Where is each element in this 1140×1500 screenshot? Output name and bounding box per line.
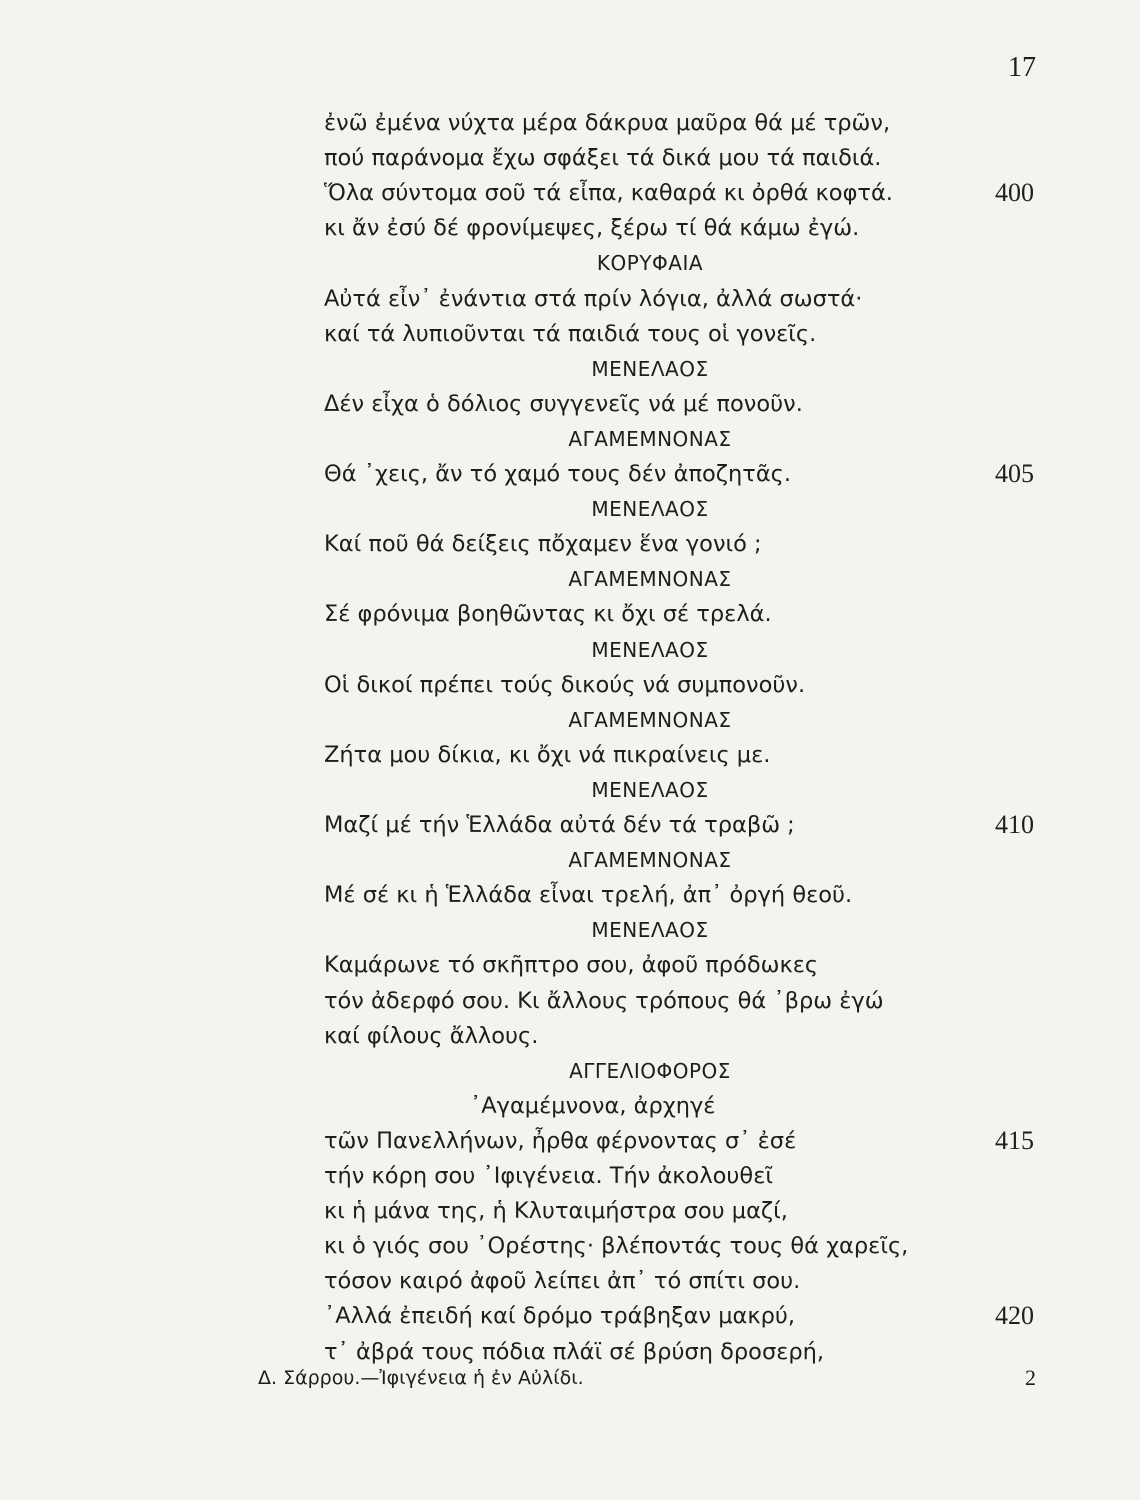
speaker-name: ΚΟΡΥΦΑΙΑ (596, 251, 704, 275)
verse-line: Δέν εἶχα ὁ δόλιος συγγενεῖς νά μέ πονοῦν. (324, 391, 803, 417)
verse-line: Καί ποῦ θά δείξεις πὄχαμεν ἕνα γονιό ; (324, 531, 762, 557)
verse-line: ᾿Αγαμέμνονα, ἀρχηγέ (470, 1093, 716, 1119)
verse-line: ἐνῶ ἐμένα νύχτα μέρα δάκρυα μαῦρα θά μέ τρῶν, (324, 110, 891, 136)
verse-line: ᾿Αλλά ἐπειδή καί δρόμο τράβηξαν μακρύ, (324, 1303, 796, 1329)
speaker-name: ΜΕΝΕΛΑΟΣ (591, 918, 709, 942)
verse-line: Ζήτα μου δίκια, κι ὄχι νά πικραίνεις με. (324, 742, 771, 768)
verse-line: Θά ᾿χεις, ἄν τό χαμό τους δέν ἀποζητᾶς. (324, 461, 792, 487)
speaker-name: ΜΕΝΕΛΑΟΣ (591, 497, 709, 521)
speaker-name: ΜΕΝΕΛΑΟΣ (591, 778, 709, 802)
line-number: 400 (995, 178, 1034, 207)
verse-line: Οἱ δικοί πρέπει τούς δικούς νά συμπονοῦν. (324, 672, 806, 698)
speaker-name: ΑΓΑΜΕΜΝΟΝΑΣ (568, 848, 732, 872)
verse-line: κι ὁ γιός σου ᾿Ορέστης· βλέποντάς τους θά χαρεῖς, (324, 1233, 909, 1259)
line-number: 415 (995, 1126, 1034, 1155)
verse-line: τῶν Πανελλήνων, ἦρθα φέρνοντας σ᾿ ἐσέ (324, 1128, 797, 1154)
verse-line: τόσον καιρό ἀφοῦ λείπει ἀπ᾿ τό σπίτι σου. (324, 1268, 801, 1294)
footer-signature: 2 (1025, 1365, 1036, 1390)
verse-line: κι ἡ μάνα της, ἡ Κλυταιμήστρα σου μαζί, (324, 1198, 788, 1224)
line-number: 420 (995, 1301, 1034, 1330)
verse-line: Μαζί μέ τήν Ἑλλάδα αὐτά δέν τά τραβῶ ; (324, 812, 795, 838)
verse-line: τόν ἀδερφό σου. Κι ἄλλους τρόπους θά ᾿βρω ἐγώ (324, 988, 884, 1014)
page-number: 17 (1008, 52, 1036, 83)
speaker-name: ΑΓΑΜΕΜΝΟΝΑΣ (568, 708, 732, 732)
line-number: 405 (995, 459, 1034, 488)
verse-line: τήν κόρη σου ᾿Ιφιγένεια. Τήν ἀκολουθεῖ (324, 1163, 773, 1189)
verse-line: Αὐτά εἶν᾿ ἐνάντια στά πρίν λόγια, ἀλλά σωστά· (324, 286, 863, 312)
speaker-name: ΑΓΑΜΕΜΝΟΝΑΣ (568, 427, 732, 451)
verse-line: καί φίλους ἄλλους. (324, 1023, 539, 1049)
speaker-name: ΜΕΝΕΛΑΟΣ (591, 357, 709, 381)
speaker-name: ΜΕΝΕΛΑΟΣ (591, 638, 709, 662)
speaker-name: ΑΓΓΕΛΙΟΦΟΡΟΣ (569, 1059, 731, 1083)
verse-line: καί τά λυπιοῦνται τά παιδιά τους οἱ γονεῖς. (324, 321, 817, 347)
verse-line: Καμάρωνε τό σκῆπτρο σου, ἀφοῦ πρόδωκες (324, 952, 819, 978)
verse-line: πού παράνομα ἔχω σφάξει τά δικά μου τά παιδιά. (324, 145, 882, 171)
verse-line: Ὅλα σύντομα σοῦ τά εἶπα, καθαρά κι ὀρθά κοφτά. (324, 180, 893, 206)
verse-line: Μέ σέ κι ἡ Ἑλλάδα εἶναι τρελή, ἀπ᾿ ὀργή θεοῦ. (324, 882, 853, 908)
verse-line: τ᾿ ἀβρά τους πόδια πλάϊ σέ βρύση δροσερή, (324, 1339, 825, 1365)
line-number: 410 (995, 810, 1034, 839)
verse-line: κι ἄν ἐσύ δέ φρονίμεψες, ξέρω τί θά κάμω ἐγώ. (324, 215, 860, 241)
verse-line: Σέ φρόνιμα βοηθῶντας κι ὄχι σέ τρελά. (324, 601, 772, 627)
speaker-name: ΑΓΑΜΕΜΝΟΝΑΣ (568, 567, 732, 591)
footer-source: Δ. Σάρρου.—Ἰφιγένεια ἡ ἐν Αὐλίδι. (258, 1367, 584, 1389)
